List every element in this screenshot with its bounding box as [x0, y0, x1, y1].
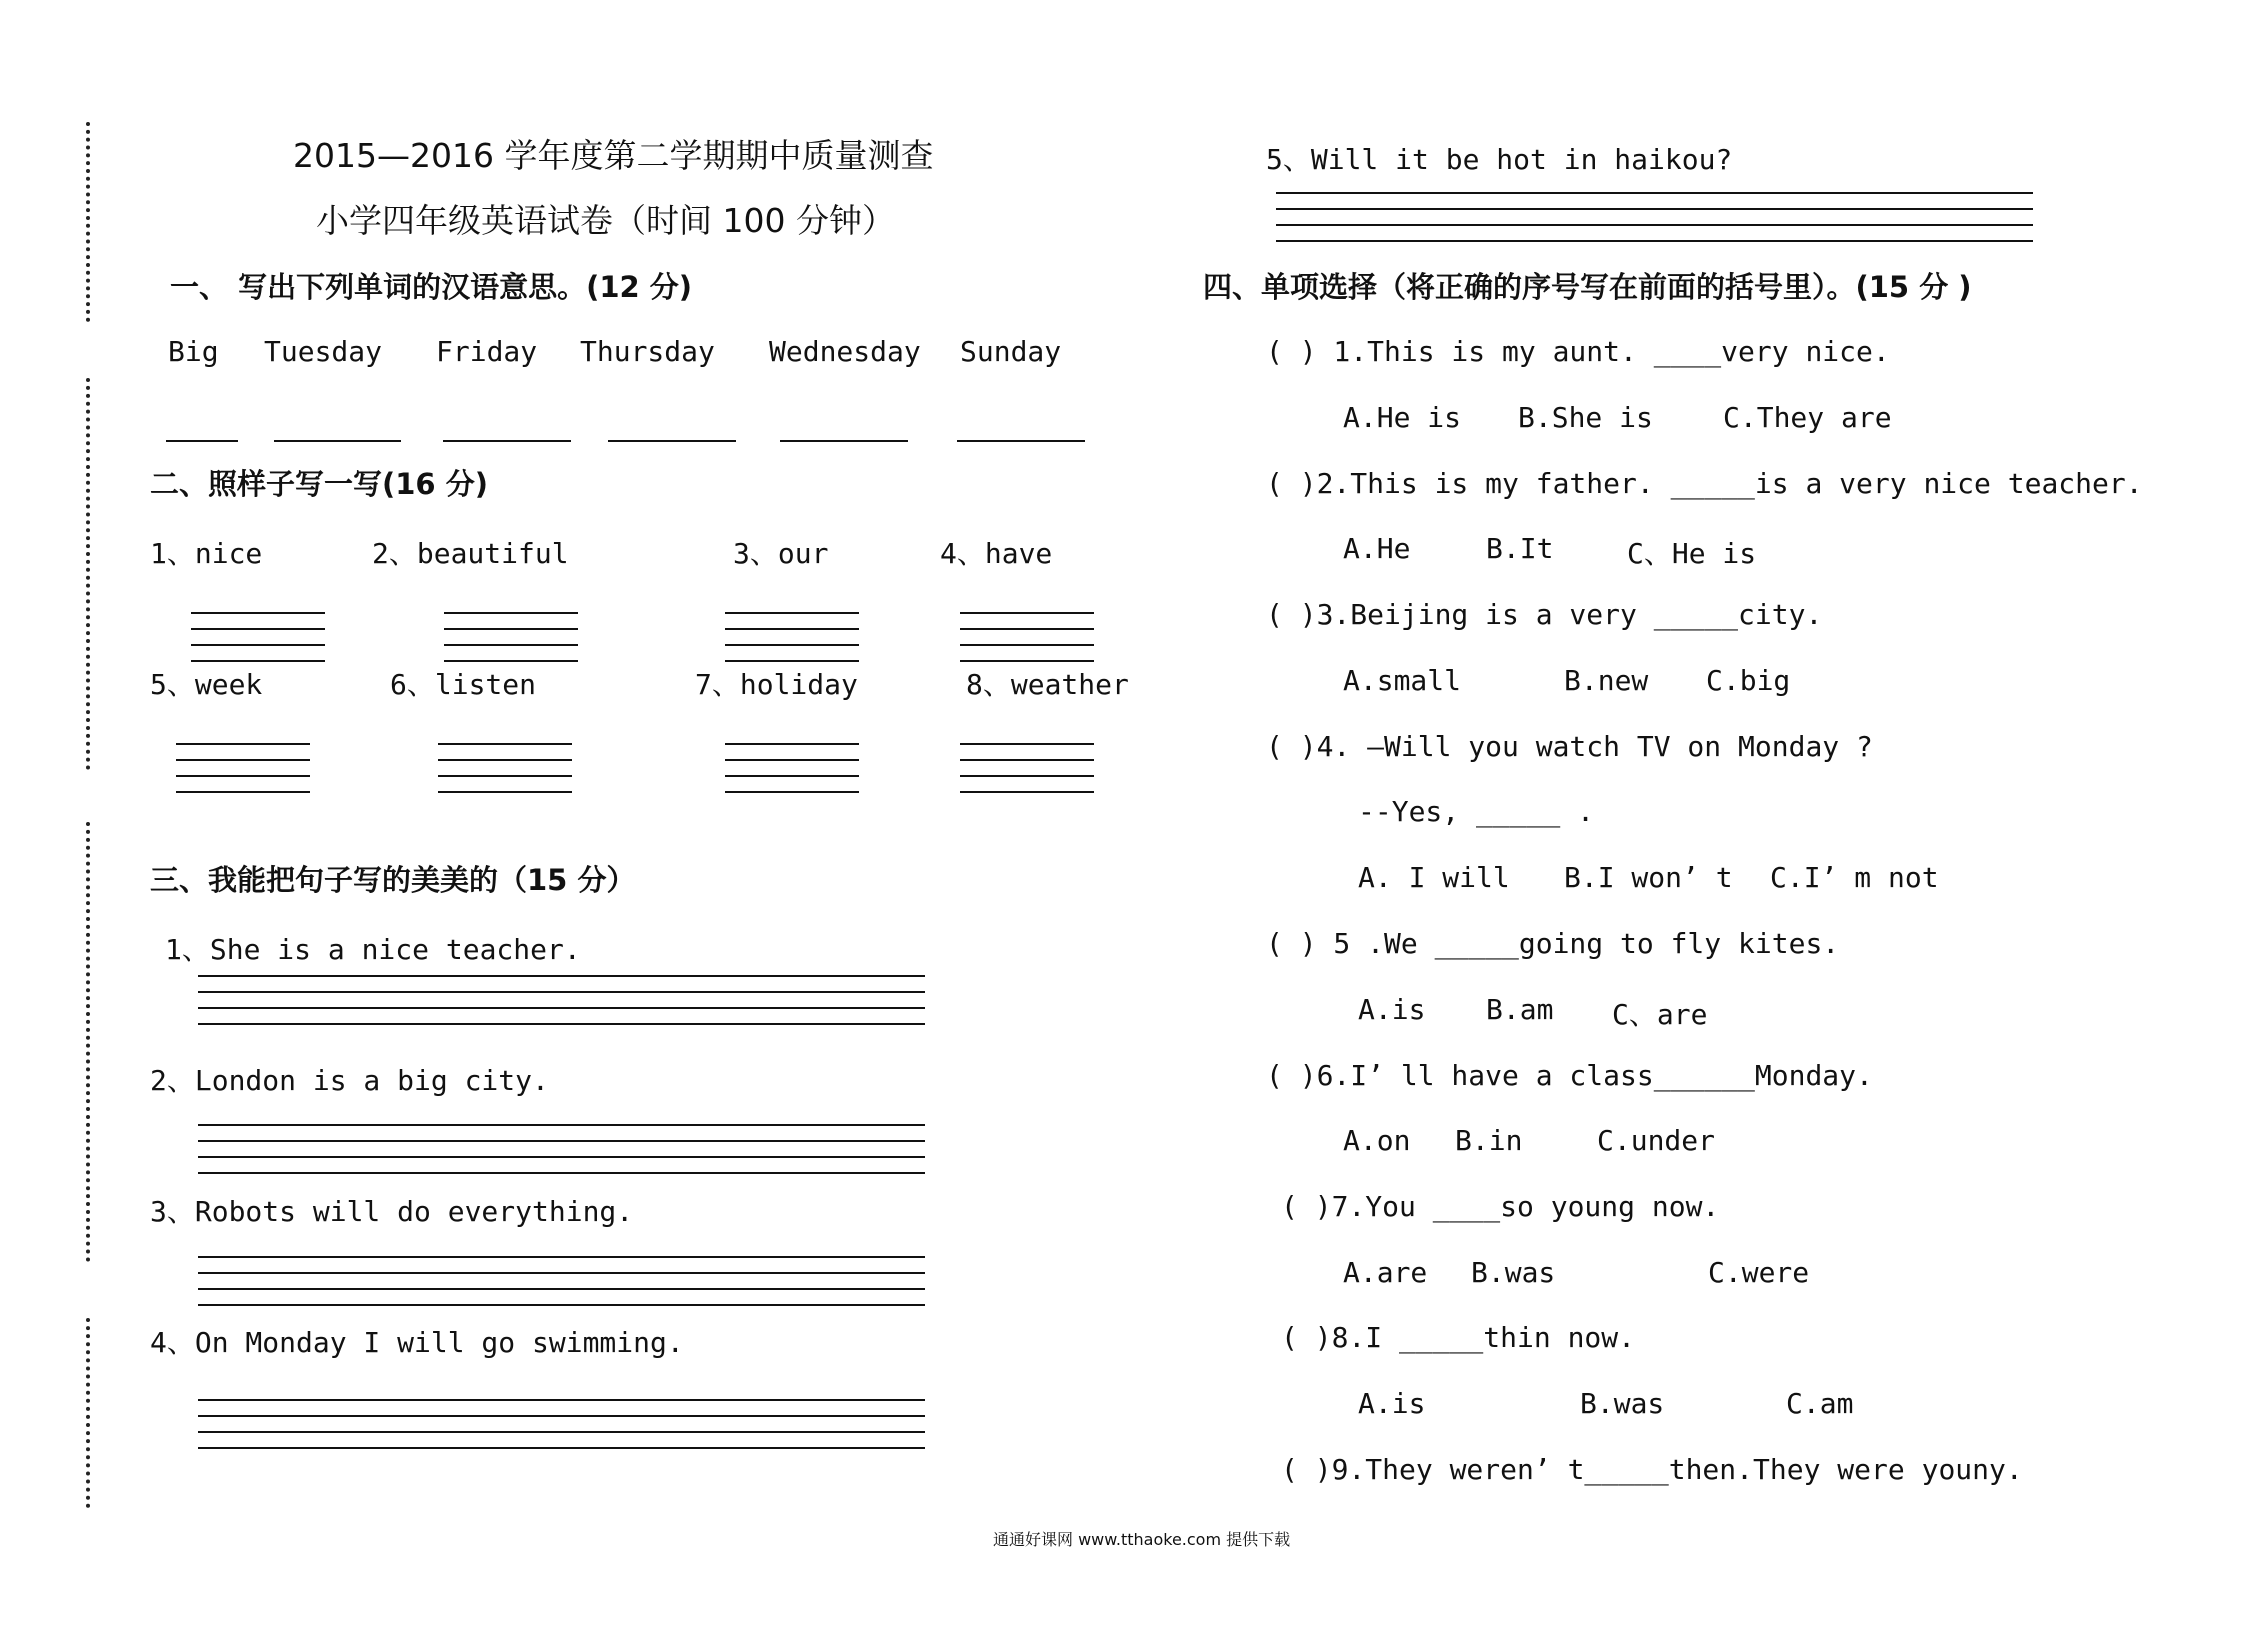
- answer-line[interactable]: [608, 440, 736, 442]
- option-a[interactable]: A.He: [1343, 532, 1411, 565]
- writing-lines[interactable]: [725, 743, 859, 795]
- question-item: ( )2.This is my father. _____is a very nice teacher.: [1266, 467, 2143, 500]
- option-a[interactable]: A.He is: [1343, 401, 1462, 434]
- writing-lines[interactable]: [176, 743, 310, 795]
- question-item: ( ) 5 .We _____going to fly kites.: [1266, 927, 1840, 960]
- option-c[interactable]: C.am: [1786, 1387, 1854, 1420]
- question-item: ( )7.You ____so young now.: [1281, 1190, 1720, 1223]
- option-a[interactable]: A.are: [1343, 1256, 1428, 1289]
- question-item: ( )9.They weren’ t_____then.They were youny.: [1281, 1453, 2023, 1486]
- option-a[interactable]: A. I will: [1358, 861, 1510, 894]
- option-a[interactable]: A.small: [1343, 664, 1462, 697]
- option-c[interactable]: C.were: [1708, 1256, 1810, 1289]
- word-item: Thursday: [580, 335, 715, 368]
- answer-line[interactable]: [166, 440, 238, 442]
- question-reply: --Yes, _____ .: [1358, 795, 1595, 828]
- writing-lines[interactable]: [444, 612, 578, 664]
- word-item: 8、weather: [966, 668, 1129, 701]
- section2-heading: 二、照样子写一写(16 分): [150, 467, 488, 501]
- option-c[interactable]: C、He is: [1627, 537, 1757, 570]
- writing-lines[interactable]: [438, 743, 572, 795]
- option-b[interactable]: B.I won’ t: [1564, 861, 1733, 894]
- writing-lines[interactable]: [960, 612, 1094, 664]
- word-item: 6、listen: [390, 668, 537, 701]
- writing-lines[interactable]: [198, 975, 925, 1027]
- option-b[interactable]: B.It: [1486, 532, 1554, 565]
- writing-lines[interactable]: [725, 612, 859, 664]
- option-b[interactable]: B.in: [1455, 1124, 1523, 1157]
- option-c[interactable]: C.under: [1597, 1124, 1716, 1157]
- exam-title: 2015—2016 学年度第二学期期中质量测查: [293, 136, 934, 175]
- word-item: Wednesday: [769, 335, 921, 368]
- section1-heading: 一、 写出下列单词的汉语意思。(12 分): [170, 270, 693, 304]
- option-a[interactable]: A.is: [1358, 1387, 1426, 1420]
- binding-dots: [86, 822, 90, 1262]
- word-item: Friday: [436, 335, 538, 368]
- answer-line[interactable]: [274, 440, 401, 442]
- option-c[interactable]: C.They are: [1723, 401, 1892, 434]
- word-item: 1、nice: [150, 537, 263, 570]
- question-item: ( )3.Beijing is a very _____city.: [1266, 598, 1823, 631]
- question-item: ( )8.I _____thin now.: [1281, 1321, 1636, 1354]
- word-item: 2、beautiful: [372, 537, 569, 570]
- word-item: 4、have: [940, 537, 1053, 570]
- binding-dots: [86, 378, 90, 770]
- writing-lines[interactable]: [191, 612, 325, 664]
- word-item: 7、holiday: [695, 668, 858, 701]
- binding-dots: [86, 122, 90, 322]
- option-b[interactable]: B.was: [1580, 1387, 1665, 1420]
- option-b[interactable]: B.am: [1486, 993, 1554, 1026]
- answer-line[interactable]: [780, 440, 908, 442]
- word-item: Big: [168, 335, 219, 368]
- question-item: ( )6.I’ ll have a class______Monday.: [1266, 1059, 1873, 1092]
- writing-lines[interactable]: [198, 1124, 925, 1176]
- answer-line[interactable]: [957, 440, 1085, 442]
- word-item: 5、week: [150, 668, 263, 701]
- section3-heading: 三、我能把句子写的美美的（15 分）: [150, 863, 636, 897]
- sentence-item: 3、Robots will do everything.: [150, 1195, 634, 1228]
- writing-lines[interactable]: [198, 1256, 925, 1308]
- sentence-item: 2、London is a big city.: [150, 1064, 549, 1097]
- question-item: ( ) 1.This is my aunt. ____very nice.: [1266, 335, 1890, 368]
- word-item: Sunday: [960, 335, 1062, 368]
- section4-heading: 四、单项选择（将正确的序号写在前面的括号里）。(15 分 ): [1203, 270, 1972, 304]
- writing-lines[interactable]: [198, 1399, 925, 1451]
- sentence-item: 1、She is a nice teacher.: [165, 933, 581, 966]
- option-c[interactable]: C.I’ m not: [1770, 861, 1939, 894]
- word-item: 3、our: [733, 537, 829, 570]
- sentence-item: 4、On Monday I will go swimming.: [150, 1326, 684, 1359]
- option-b[interactable]: B.was: [1471, 1256, 1556, 1289]
- answer-line[interactable]: [443, 440, 571, 442]
- option-c[interactable]: C、are: [1612, 998, 1708, 1031]
- option-a[interactable]: A.on: [1343, 1124, 1411, 1157]
- writing-lines[interactable]: [960, 743, 1094, 795]
- footer-credit: 通通好课网 www.tthaoke.com 提供下载: [993, 1530, 1291, 1549]
- option-c[interactable]: C.big: [1706, 664, 1791, 697]
- option-a[interactable]: A.is: [1358, 993, 1426, 1026]
- question-item: ( )4. —Will you watch TV on Monday ?: [1266, 730, 1873, 763]
- sentence-item: 5、Will it be hot in haikou?: [1266, 143, 1733, 176]
- option-b[interactable]: B.She is: [1518, 401, 1653, 434]
- writing-lines[interactable]: [1276, 192, 2033, 244]
- binding-dots: [86, 1318, 90, 1508]
- option-b[interactable]: B.new: [1564, 664, 1649, 697]
- exam-subtitle: 小学四年级英语试卷（时间 100 分钟）: [316, 201, 895, 240]
- word-item: Tuesday: [264, 335, 383, 368]
